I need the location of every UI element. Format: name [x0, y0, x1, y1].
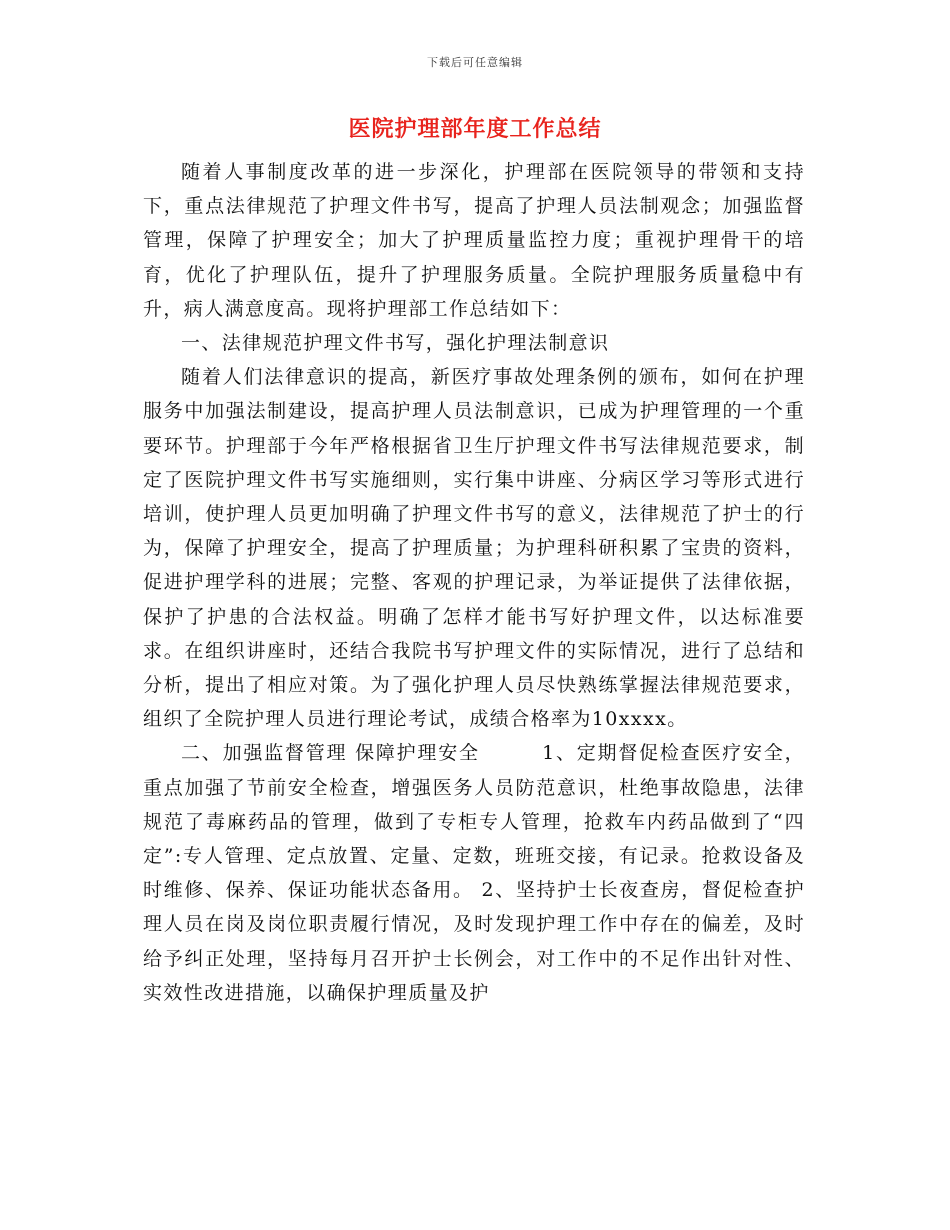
section-1-paragraph: 随着人们法律意识的提高，新医疗事故处理条例的颁布，如何在护理服务中加强法制建设，提高护理人员法制意识，已成为护理管理的一个重要环节。护理部于今年严格根据省卫生厅护理文件书写法律规范要求，制定了医院护理文件书写实施细则，实行集中讲座、分病区学习等形式进行培训，使护理人员更加明确了护理文件书写的意义，法律规范了护士的行为，保障了护理安全，提高了护理质量；为护理科研积累了宝贵的资料，促进护理学科的进展；完整、客观的护理记录，为举证提供了法律依据，保护了护患的合法权益。明确了怎样才能书写好护理文件，以达标准要求。在组织讲座时，还结合我院书写护理文件的实际情况，进行了总结和分析，提出了相应对策。为了强化护理人员尽快熟练掌握法律规范要求，组织了全院护理人员进行理论考试，成绩合格率为10xxxx。 — [143, 366, 805, 731]
intro-paragraph: 随着人事制度改革的进一步深化，护理部在医院领导的带领和支持下，重点法律规范了护理文件书写，提高了护理人员法制观念；加强监督管理，保障了护理安全；加大了护理质量监控力度；重视护理骨干的培育，优化了护理队伍，提升了护理服务质量。全院护理服务质量稳中有升，病人满意度高。现将护理部工作总结如下： — [143, 161, 805, 320]
header-note: 下载后可任意编辑 — [427, 56, 523, 69]
section-2-paragraph: 二、加强监督管理 保障护理安全 1、定期督促检查医疗安全，重点加强了节前安全检查，增强医务人员防范意识，杜绝事故隐患，法律规范了毒麻药品的管理，做到了专柜专人管理，抢救车内药品做到了“四定”:专人管理、定点放置、定量、定数，班班交接，有记录。抢救设备及时维修、保养、保证功能状态备用。 2、坚持护士长夜查房，督促检查护理人员在岗及岗位职责履行情况，及时发现护理工作中存在的偏差，及时给予纠正处理，坚持每月召开护士长例会，对工作中的不足作出针对性、实效性改进措施，以确保护理质量及护 — [143, 742, 805, 1004]
document-title: 医院护理部年度工作总结 — [348, 116, 602, 142]
section-heading-1: 一、法律规范护理文件书写，强化护理法制意识 — [181, 332, 610, 355]
document-body — [143, 155, 805, 1010]
